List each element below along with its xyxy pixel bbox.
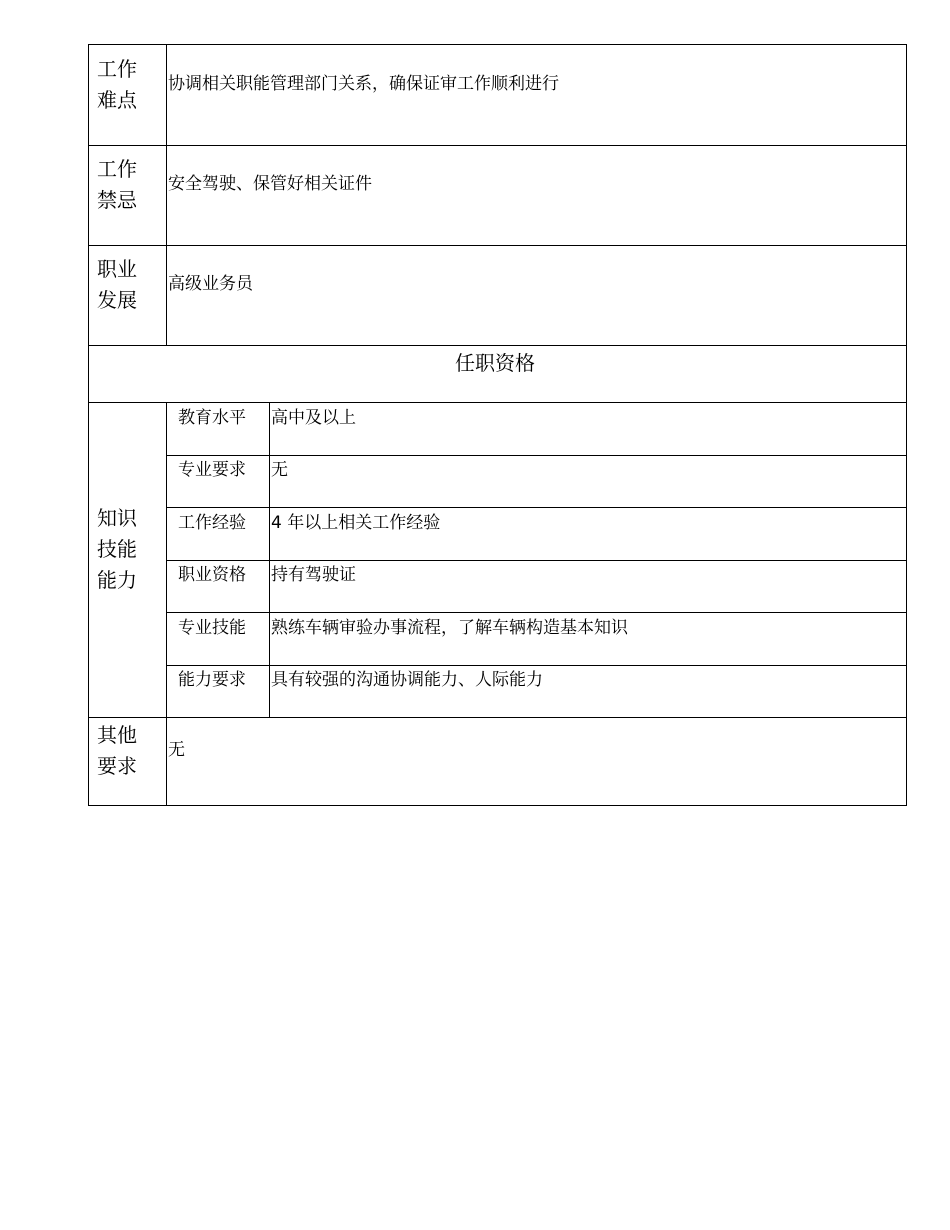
sub-row-divider <box>167 455 906 456</box>
sub-row-divider <box>167 665 906 666</box>
qualification-group-label: 知识 技能 能力 <box>97 506 137 592</box>
qualification-label-major: 专业要求 <box>178 460 246 480</box>
qualification-label-skill: 专业技能 <box>178 618 246 638</box>
row-divider <box>89 245 906 246</box>
qualification-value-education: 高中及以上 <box>271 408 356 428</box>
sub-row-divider <box>167 560 906 561</box>
row-divider <box>89 717 906 718</box>
sub-label-column-divider <box>269 402 270 717</box>
row-value-career: 高级业务员 <box>168 274 253 294</box>
row-label-other: 其他 要求 <box>97 723 137 778</box>
row-divider <box>89 402 906 403</box>
row-value-difficulty: 协调相关职能管理部门关系，确保证审工作顺利进行 <box>168 74 559 94</box>
section-title: 任职资格 <box>455 351 535 375</box>
row-divider <box>89 145 906 146</box>
row-label-taboo: 工作 禁忌 <box>97 157 137 212</box>
sub-row-divider <box>167 507 906 508</box>
row-value-taboo: 安全驾驶、保管好相关证件 <box>168 174 372 194</box>
qualification-label-certificate: 职业资格 <box>178 565 246 585</box>
label-column-divider <box>166 45 167 345</box>
qualification-value-experience: 4 年以上相关工作经验 <box>271 513 441 533</box>
qualification-value-certificate: 持有驾驶证 <box>271 565 356 585</box>
row-value-other: 无 <box>168 740 185 760</box>
sub-row-divider <box>167 612 906 613</box>
qualification-value-ability: 具有较强的沟通协调能力、人际能力 <box>271 670 543 690</box>
row-label-difficulty: 工作 难点 <box>97 57 137 112</box>
row-divider <box>89 345 906 346</box>
qualification-label-ability: 能力要求 <box>178 670 246 690</box>
label-column-divider <box>166 402 167 806</box>
job-description-table <box>88 44 907 806</box>
row-label-career: 职业 发展 <box>97 257 137 312</box>
qualification-label-experience: 工作经验 <box>178 513 246 533</box>
qualification-label-education: 教育水平 <box>178 408 246 428</box>
qualification-value-major: 无 <box>271 460 288 480</box>
qualification-value-skill: 熟练车辆审验办事流程，了解车辆构造基本知识 <box>271 618 628 638</box>
